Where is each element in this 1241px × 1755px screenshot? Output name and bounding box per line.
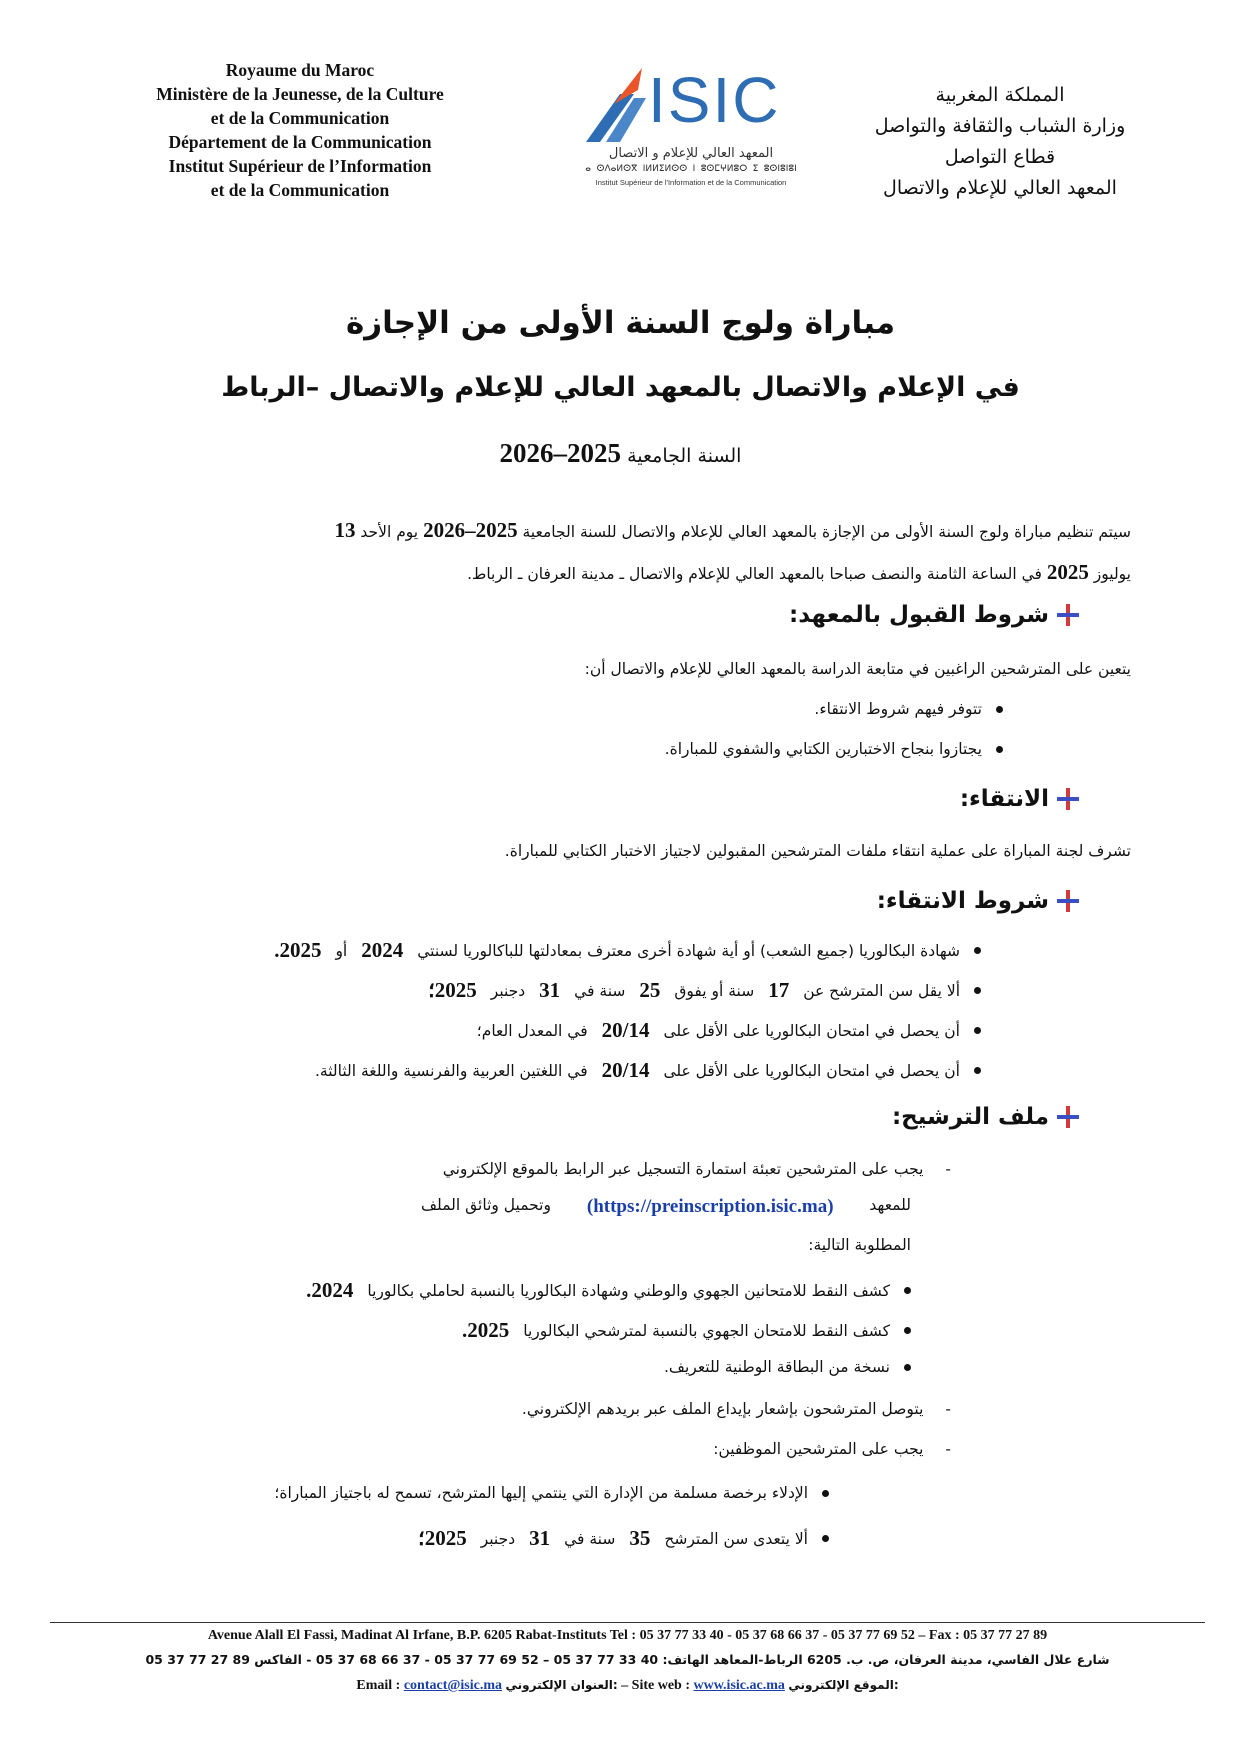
footer-address-arabic: شارع علال الفاسي، مدينة العرفان، ص. ب. 6205 الرباط-المعاهد الهاتف: 40 33 77 37 05 – 52 69 77 37 05 - 37 66 68 37 05 - الفاكس 89 27 77 37 05 <box>145 1652 1110 1667</box>
bullet-dot-icon <box>996 706 1003 713</box>
section-selection-conditions-heading: شروط الانتقاء: <box>877 888 1079 914</box>
list-item: كشف النقط للامتحان الجهوي بالنسبة لمترشحي البكالوريا 2025. <box>462 1318 911 1343</box>
bullet-dot-icon <box>904 1327 911 1334</box>
academic-year-value: 2025–2026 <box>499 438 622 468</box>
bullet-dot-icon <box>974 987 981 994</box>
header-arabic-line: قطاع التواصل <box>944 146 1056 168</box>
logo-arabic-name: المعهد العالي للإعلام و الاتصال <box>608 146 774 161</box>
section-selection-heading: الانتقاء: <box>960 786 1079 812</box>
file-instruction: - يجب على المترشحين تعبئة استمارة التسجيل عبر الرابط بالموقع الإلكتروني <box>442 1160 951 1178</box>
list-item: تتوفر فيهم شروط الانتقاء. <box>814 700 1003 718</box>
admission-lead: يتعين على المترشحين الراغبين في متابعة الدراسة بالمعهد العالي للإعلام والاتصال أن: <box>584 660 1131 678</box>
plus-bullet-icon <box>1057 788 1079 810</box>
header-french-line: Ministère de la Jeunesse, de la Culture <box>156 84 444 104</box>
intro-line-1: سيتم تنظيم مباراة ولوج السنة الأولى من الإجازة بالمعهد العالي للإعلام والاتصال للسنة الجامعية 2025–2026 يوم الأحد 13 <box>334 518 1131 542</box>
dash-marker: - <box>945 1160 951 1178</box>
bullet-dot-icon <box>996 746 1003 753</box>
page-subtitle: في الإعلام والاتصال بالمعهد العالي للإعلام والاتصال –الرباط <box>221 372 1020 403</box>
dash-marker: - <box>945 1440 951 1458</box>
logo-tifinagh-name: ⴰ ⵙⴷⴰⵍⵙⴳ ⵏⵍⵍⵉⵍⵙⵙ ⵏ ⵓⵙⵎⵖⵍⵓⵔ ⵉ ⵓⵙⵏⵓⵏⵓⵏ <box>585 164 797 174</box>
bullet-dot-icon <box>822 1490 829 1497</box>
list-item: ألا يتعدى سن المترشح 35 سنة في 31 دجنبر 2025؛ <box>418 1526 829 1551</box>
intro-line-2: يوليوز 2025 في الساعة الثامنة والنصف صباحا بالمعهد العالي للإعلام والاتصال ـ مدينة العرفان ـ الرباط. <box>467 560 1131 584</box>
footer-contact: Email : contact@isic.ma العنوان الإلكتروني: – Site web : www.isic.ac.ma الموقع الإلكتروني: <box>356 1678 899 1693</box>
dash-marker: - <box>945 1400 951 1418</box>
list-item: يجتازوا بنجاح الاختبارين الكتابي والشفوي للمباراة. <box>665 740 1003 758</box>
logo-mark-icon <box>580 64 650 144</box>
file-instruction: - يتوصل المترشحون بإشعار بإيداع الملف عبر بريدهم الإلكتروني. <box>521 1400 951 1418</box>
header-french-line: Institut Supérieur de l’Information <box>168 156 432 176</box>
list-item: كشف النقط للامتحانين الجهوي والوطني وشهادة البكالوريا بالنسبة لحاملي بكالوريا 2024. <box>306 1278 911 1303</box>
file-instruction-line-3: المطلوبة التالية: <box>808 1236 911 1254</box>
header-french-line: et de la Communication <box>210 108 390 128</box>
header-arabic-block <box>840 80 1160 204</box>
header-french-block <box>120 58 480 202</box>
bullet-dot-icon <box>974 1067 981 1074</box>
list-item: نسخة من البطاقة الوطنية للتعريف. <box>664 1358 911 1376</box>
website-link[interactable]: www.isic.ac.ma <box>693 1678 785 1693</box>
plus-bullet-icon <box>1057 1106 1079 1128</box>
list-item: الإدلاء برخصة مسلمة من الإدارة التي ينتمي إليها المترشح، تسمح له باجتياز المباراة؛ <box>274 1484 829 1502</box>
header-arabic-line: وزارة الشباب والثقافة والتواصل <box>874 115 1126 137</box>
list-item: أن يحصل في امتحان البكالوريا على الأقل على 20/14 في اللغتين العربية والفرنسية واللغة الثالثة. <box>315 1058 981 1083</box>
plus-bullet-icon <box>1057 604 1079 626</box>
header-arabic-line: المملكة المغربية <box>935 84 1065 106</box>
selection-text: تشرف لجنة المباراة على عملية انتقاء ملفات المترشحين المقبولين لاجتياز الاختبار الكتابي للمباراة. <box>504 842 1131 860</box>
footer-address-french: Avenue Alall El Fassi, Madinat Al Irfane, B.P. 6205 Rabat-Instituts Tel : 05 37 77 33 40 - 05 37 68 66 37 - 05 37 77 69 52 – Fax : 05 37 77 27 89 <box>207 1628 1048 1643</box>
logo-french-name: Institut Supérieur de l'Information et de la Communication <box>595 178 787 187</box>
list-item: شهادة البكالوريا (جميع الشعب) أو أية شهادة أخرى معترف بمعادلتها للباكالوريا لسنتي 2024 أو 2025. <box>274 938 981 963</box>
header-french-line: Royaume du Maroc <box>225 60 375 80</box>
file-instruction-line-2: للمعهد (https://preinscription.isic.ma) وتحميل وثائق الملف <box>421 1196 911 1217</box>
header-arabic-line: المعهد العالي للإعلام والاتصال <box>883 177 1117 199</box>
isic-logo <box>580 64 802 199</box>
bullet-dot-icon <box>904 1287 911 1294</box>
header-french-line: et de la Communication <box>210 180 390 200</box>
section-admission-heading: شروط القبول بالمعهد: <box>789 602 1079 628</box>
bullet-dot-icon <box>974 947 981 954</box>
bullet-dot-icon <box>904 1364 911 1371</box>
email-link[interactable]: contact@isic.ma <box>403 1678 502 1693</box>
preinscription-link[interactable]: (https://preinscription.isic.ma) <box>586 1196 834 1217</box>
list-item: أن يحصل في امتحان البكالوريا على الأقل على 20/14 في المعدل العام؛ <box>477 1018 981 1043</box>
list-item: ألا يقل سن المترشح عن 17 سنة أو يفوق 25 سنة في 31 دجنبر 2025؛ <box>428 978 981 1003</box>
section-file-heading: ملف الترشيح: <box>892 1104 1079 1130</box>
academic-year-label: السنة الجامعية <box>627 445 742 467</box>
academic-year <box>100 438 1141 469</box>
bullet-dot-icon <box>822 1535 829 1542</box>
header-french-line: Département de la Communication <box>168 132 432 152</box>
file-instruction: - يجب على المترشحين الموظفين: <box>713 1440 951 1458</box>
footer-divider <box>50 1622 1205 1623</box>
logo-word: ISIC <box>648 64 781 136</box>
plus-bullet-icon <box>1057 890 1079 912</box>
page-title: مباراة ولوج السنة الأولى من الإجازة <box>345 305 896 341</box>
bullet-dot-icon <box>974 1027 981 1034</box>
